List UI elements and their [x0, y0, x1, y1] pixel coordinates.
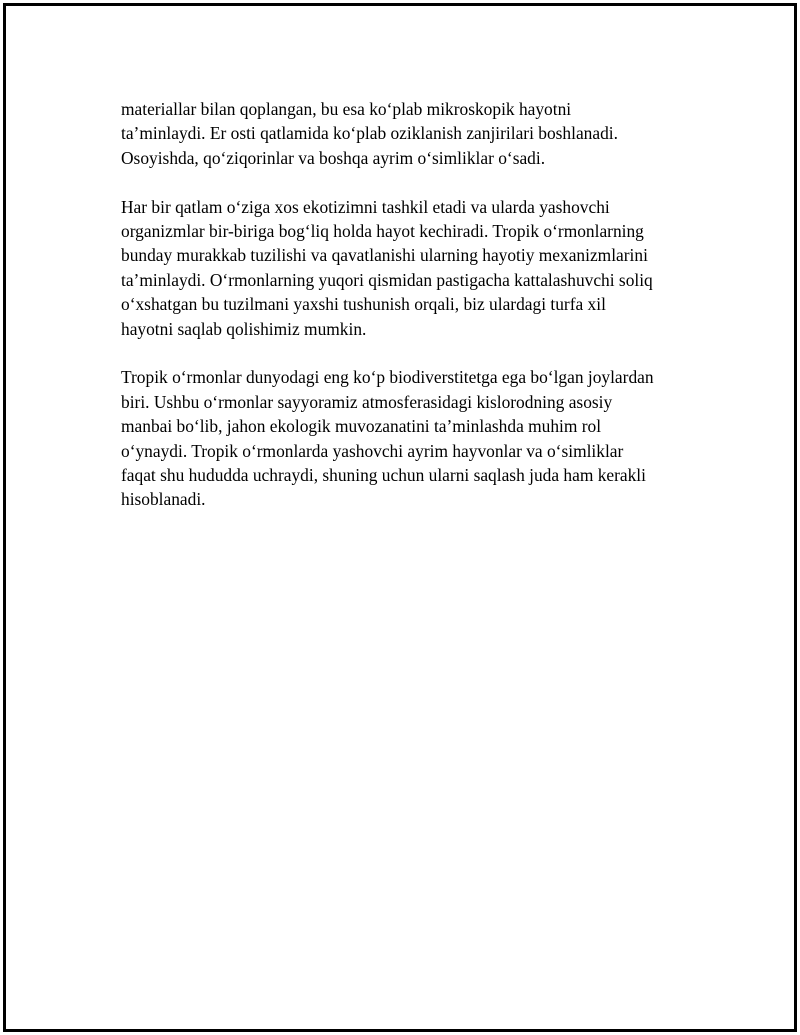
- text-line: manbai bo‘lib, jahon ekologik muvozanatini ta’minlashda muhim rol: [121, 416, 602, 437]
- text-line: materiallar bilan qoplangan, bu esa ko‘plab mikroskopik hayotni: [121, 99, 572, 119]
- text-line: bunday murakkab tuzilishi va qavatlanishi ularning hayotiy mexanizmlarini: [121, 245, 648, 266]
- text-line: hisoblanadi.: [121, 489, 206, 510]
- document-body: [121, 97, 696, 536]
- text-line: o‘ynaydi. Tropik o‘rmonlarda yashovchi ayrim hayvonlar va o‘simliklar: [121, 440, 624, 461]
- text-line: Osoyishda, qo‘ziqorinlar va boshqa ayrim o‘simliklar o‘sadi.: [121, 147, 546, 168]
- text-line: o‘xshatgan bu tuzilmani yaxshi tushunish orqali, biz ulardagi turfa xil: [121, 294, 606, 315]
- page-frame: [3, 3, 797, 1032]
- paragraph-1: [121, 97, 696, 170]
- text-line: Tropik o‘rmonlar dunyodagi eng ko‘p biodiverstitetga ega bo‘lgan joylardan: [121, 367, 654, 388]
- text-line: biri. Ushbu o‘rmonlar sayyoramiz atmosferasidagi kislorodning asosiy: [121, 391, 613, 412]
- text-line: ta’minlaydi. Er osti qatlamida ko‘plab oziklanish zanjirilari boshlanadi.: [121, 123, 618, 144]
- text-line: ta’minlaydi. O‘rmonlarning yuqori qismidan pastigacha kattalashuvchi soliq: [121, 269, 653, 290]
- text-line: faqat shu hududda uchraydi, shuning uchun ularni saqlash juda ham kerakli: [121, 465, 646, 486]
- text-line: Har bir qatlam o‘ziga xos ekotizimni tashkil etadi va ularda yashovchi: [121, 196, 610, 217]
- text-line: hayotni saqlab qolishimiz mumkin.: [121, 318, 367, 339]
- paragraph-2: [121, 195, 696, 341]
- paragraph-3: [121, 365, 696, 511]
- text-line: organizmlar bir-biriga bog‘liq holda hayot kechiradi. Tropik o‘rmonlarning: [121, 221, 644, 242]
